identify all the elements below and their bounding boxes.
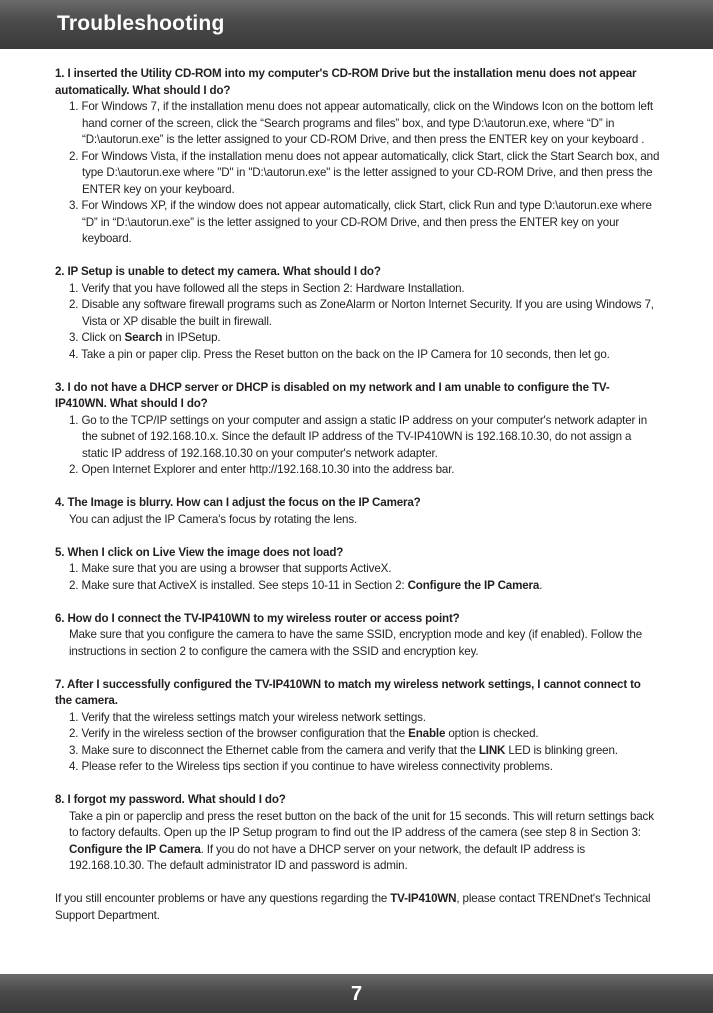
troubleshooting-content (55, 66, 660, 924)
item-text: 3. Make sure to disconnect the Ethernet cable from the camera and verify that the (69, 743, 479, 757)
faq-answer-item: 1. Go to the TCP/IP settings on your computer and assign a static IP address on your computer's network adapter in the subnet of 192.168.10.x. Since the default IP address of the TV-IP410WN is 192.168.10.30, do not assign a static IP address of 192.168.10.30 on your computer's network adapter. (69, 413, 648, 460)
item-text: . (539, 578, 543, 592)
footer-bar (0, 974, 713, 1013)
faq-section (55, 677, 660, 776)
item-text: Take a pin or paperclip and press the reset button on the back of the unit for 15 seconds. This will return settings back to factory defaults. Open up the IP Setup program to find out the IP address of the camera (see step 8 in Section 3: (69, 809, 654, 839)
item-text: 2. Make sure that ActiveX is installed. See steps 10-11 in Section 2: (69, 578, 408, 592)
faq-question: 3. I do not have a DHCP server or DHCP is disabled on my network and I am unable to configure the TV-IP410WN. What should I do? (55, 380, 610, 410)
faq-question: 4. The Image is blurry. How can I adjust the focus on the IP Camera? (55, 496, 421, 509)
item-text: 3. Click on (69, 331, 125, 344)
faq-section (55, 495, 660, 528)
closing-paragraph (55, 891, 660, 924)
faq-answer-item (55, 330, 660, 347)
faq-answer-item (55, 726, 660, 743)
item-text: in IPSetup. (162, 331, 221, 344)
faq-answer-item: 2. Disable any software firewall programs such as ZoneAlarm or Norton Internet Security. If you are using Windows 7, Vista or XP disable the built in firewall. (69, 298, 654, 328)
faq-answer-text (55, 809, 660, 875)
faq-section (55, 792, 660, 875)
faq-question: 1. I inserted the Utility CD-ROM into my computer's CD-ROM Drive but the installation menu does not appear automatically. What should I do? (55, 67, 637, 97)
faq-answer-item (55, 743, 660, 760)
item-bold-text: LINK (478, 743, 506, 757)
faq-answer-item (55, 578, 660, 595)
faq-answer-item: 2. Open Internet Explorer and enter http://192.168.10.30 into the address bar. (69, 463, 455, 476)
faq-answer-item: 1. Make sure that you are using a browser that supports ActiveX. (69, 562, 392, 575)
faq-answer-item: 1. For Windows 7, if the installation menu does not appear automatically, click on the Windows Icon on the bottom left hand corner of the screen, click the “Search programs and files” box, and type D:\autorun.exe, where “D” in “D:\autorun.exe” is the letter assigned to your CD-ROM Drive, and then press the ENTER key on your keyboard . (69, 100, 653, 146)
closing-bold-text: TV-IP410WN (390, 892, 457, 905)
page-number: 7 (350, 983, 363, 1005)
faq-section (55, 611, 660, 661)
item-bold-text: Configure the IP Camera (69, 842, 201, 856)
faq-answer-item: 3. For Windows XP, if the window does not appear automatically, click Start, click Run and type D:\autorun.exe where “D” in “D:\autorun.exe” is the letter assigned to your CD-ROM Drive, and then press the ENTER key on your keyboard. (69, 199, 652, 245)
page-title: Troubleshooting (57, 12, 225, 35)
faq-question: 2. IP Setup is unable to detect my camera. What should I do? (55, 265, 381, 278)
closing-text: If you still encounter problems or have any questions regarding the (55, 892, 391, 905)
faq-section (55, 545, 660, 595)
faq-question: 5. When I click on Live View the image does not load? (55, 545, 344, 559)
faq-question: 6. How do I connect the TV-IP410WN to my wireless router or access point? (55, 611, 460, 625)
item-text: 2. Verify in the wireless section of the browser configuration that the (69, 727, 409, 740)
item-text: . If you do not have a DHCP server on your network, the default IP address is 192.168.10.30. The default administrator ID and password is admin. (69, 842, 585, 872)
faq-answer-text: You can adjust the IP Camera's focus by rotating the lens. (69, 512, 358, 526)
faq-answer-item: 2. For Windows Vista, if the installation menu does not appear automatically, click Start, click the Start Search box, and type D:\autorun.exe where "D" in "D:\autorun.exe" is the letter assigned to your CD-ROM Drive, and then press the ENTER key on your keyboard. (69, 149, 660, 196)
faq-section (55, 66, 660, 248)
item-text: LED is blinking green. (505, 743, 618, 757)
faq-answer-item: 4. Take a pin or paper clip. Press the Reset button on the back on the IP Camera for 10 seconds, then let go. (69, 347, 610, 361)
faq-question: 8. I forgot my password. What should I do? (55, 793, 286, 806)
faq-answer-item: 1. Verify that you have followed all the steps in Section 2: Hardware Installation. (69, 281, 465, 295)
header-bar (0, 0, 713, 49)
closing-text: , please contact TRENDnet's Technical Support Department. (55, 892, 651, 922)
item-bold-text: Configure the IP Camera (407, 578, 540, 592)
faq-answer-item: 1. Verify that the wireless settings match your wireless network settings. (69, 710, 426, 724)
faq-answer-text: Make sure that you configure the camera to have the same SSID, encryption mode and key (if enabled). Follow the instructions in section 2 to configure the camera with the SSID and encryption key. (69, 628, 643, 658)
item-bold-text: Enable (408, 727, 446, 740)
faq-question: 7. After I successfully configured the TV-IP410WN to match my wireless network settings, I cannot connect to the camera. (55, 677, 641, 707)
faq-section (55, 380, 660, 479)
faq-answer-item: 4. Please refer to the Wireless tips section if you continue to have wireless connectivity problems. (69, 760, 553, 773)
faq-section (55, 264, 660, 363)
item-text: option is checked. (445, 727, 539, 740)
item-bold-text: Search (124, 331, 163, 344)
